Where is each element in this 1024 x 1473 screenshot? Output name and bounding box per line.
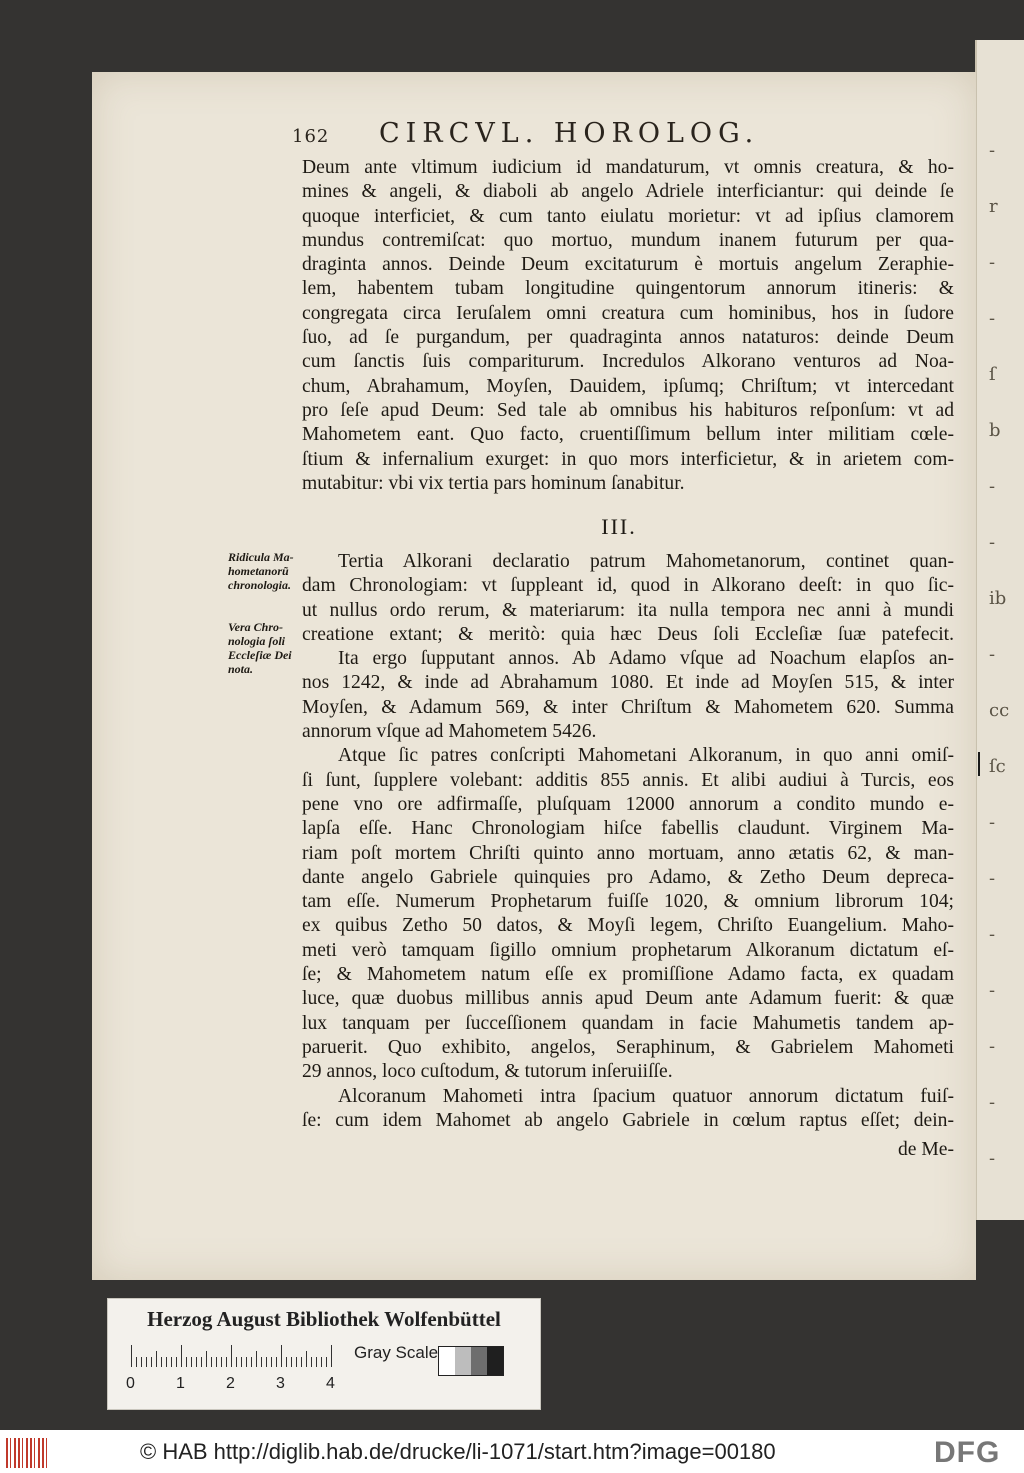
next-page-fragment: - bbox=[989, 252, 996, 273]
text-line: riam poſt mortem Chriſti quinto anno mortuam, anno ætatis 62, & man- bbox=[302, 842, 954, 864]
marginal-note-line: chronologia. bbox=[228, 578, 292, 592]
text-line: Tertia Alkorani declaratio patrum Mahometanorum, continet quan- bbox=[338, 551, 954, 572]
catchword: de Me- bbox=[897, 1139, 954, 1160]
footer-bar bbox=[0, 1430, 1024, 1473]
ruler-tick bbox=[311, 1357, 312, 1367]
dfg-logo: DFG bbox=[934, 1436, 1001, 1469]
ruler-tick bbox=[231, 1345, 232, 1367]
text-line: lem, habentem tubam longitudine quingentorum annorum itineris: & bbox=[302, 278, 954, 300]
library-name: Herzog August Bibliothek Wolfenbüttel bbox=[147, 1307, 501, 1331]
gray-swatch bbox=[487, 1347, 503, 1375]
ruler-tick bbox=[276, 1357, 277, 1367]
next-page-edge bbox=[975, 40, 1024, 1220]
next-page-fragment: - bbox=[989, 1148, 996, 1169]
text-line: meti verò tamquam ſigillo omnium prophetarum Alkoranum dictatum eſ- bbox=[302, 939, 954, 961]
ruler-tick bbox=[206, 1351, 207, 1367]
ruler-tick bbox=[216, 1357, 217, 1367]
ruler-tick bbox=[176, 1357, 177, 1367]
section-number: III. bbox=[601, 514, 637, 539]
text-line: Alcoranum Mahometi intra ſpacium quatuor annorum dictatum fuiſ- bbox=[338, 1085, 954, 1107]
ruler-tick bbox=[226, 1357, 227, 1367]
text-line: Mahometem eant. Quo facto, cruentiſſimum bellum inter militiam cœle- bbox=[302, 424, 954, 446]
text-line: pro ſeſe apud Deum: Sed tale ab omnibus his habituros reſponſum: vt ad bbox=[302, 399, 954, 421]
running-head-title: CIRCVL. HOROLOG. bbox=[378, 118, 760, 149]
body-text-bottom bbox=[302, 550, 954, 1133]
next-page-fragment: - bbox=[989, 476, 996, 497]
text-line: dam Chronologiam: vt ſuppleant id, quod in Alkorano deeſt: in quo ſic- bbox=[302, 575, 954, 597]
text-line: luce, quæ duobus millibus annis apud Deum ante Adamum fuerit: & quæ bbox=[302, 988, 954, 1010]
ruler-tick bbox=[186, 1357, 187, 1367]
marginal-note-line: nota. bbox=[228, 662, 254, 676]
ruler-tick bbox=[181, 1345, 182, 1367]
text-line: Moyſen, & Adamum 569, & inter Chriſtum & Mahometem 620. Summa bbox=[302, 696, 954, 718]
ruler-tick bbox=[316, 1357, 317, 1367]
text-line: ut nullus ordo rerum, & materiarum: ita nulla tempora nec anni à mundi bbox=[302, 599, 954, 621]
next-page-fragment: - bbox=[989, 812, 996, 833]
book-page bbox=[92, 72, 976, 1280]
text-line: creatione extant; & meritò: quia hæc Deus ſoli Eccleſiæ ſuæ patefecit. bbox=[302, 623, 954, 645]
ruler-number: 0 bbox=[126, 1375, 135, 1392]
catchword-row bbox=[302, 1138, 954, 1162]
text-line: 29 annos, loco cuſtodum, & tutorum inſeruiiſſe. bbox=[302, 1061, 673, 1083]
gray-swatch bbox=[439, 1347, 455, 1375]
next-page-fragment: - bbox=[989, 1036, 996, 1057]
ruler-tick bbox=[251, 1357, 252, 1367]
ruler-tick bbox=[221, 1357, 222, 1367]
ruler-tick bbox=[136, 1357, 137, 1367]
ruler-numbers bbox=[126, 1375, 456, 1395]
text-line: mundus contremiſcat: quo mortuo, mundum inanem futurum per qua- bbox=[302, 229, 954, 251]
color-reference-card bbox=[107, 1298, 541, 1410]
gray-scale-swatch bbox=[438, 1346, 504, 1376]
ruler-tick bbox=[171, 1357, 172, 1367]
ruler-tick bbox=[306, 1351, 307, 1367]
text-line: quoque interficiet, & cum tanto eiulatu morietur: vt ad ipſius clamorem bbox=[302, 205, 954, 227]
ruler-tick bbox=[196, 1357, 197, 1367]
ruler-tick bbox=[271, 1357, 272, 1367]
ruler-tick bbox=[131, 1345, 132, 1367]
text-line: nos 1242, & inde ad Abrahamum 1080. Et inde ad Moyſen 515, & inter bbox=[302, 672, 954, 694]
next-page-fragment: cc bbox=[989, 700, 1010, 721]
next-page-fragment: - bbox=[989, 1092, 996, 1113]
text-line: congregata circa Ieruſalem omni creatura cum hominibus, hos in ſudore bbox=[302, 302, 954, 324]
ruler-tick bbox=[256, 1351, 257, 1367]
text-line: dante angelo Gabriele quinquies pro Adamo, & Zetho Deum depreca- bbox=[302, 866, 954, 888]
ruler-number: 2 bbox=[226, 1375, 235, 1392]
ruler-tick bbox=[161, 1357, 162, 1367]
ruler-tick bbox=[166, 1357, 167, 1367]
ruler-tick bbox=[321, 1357, 322, 1367]
text-line: chum, Abrahamum, Moyſen, Dauidem, ipſumq; Chriſtum; vt intercedant bbox=[302, 375, 954, 397]
barcode-icon bbox=[6, 1438, 48, 1468]
text-line: ſi ſunt, ſupplere volebant: additis 855 annis. Et alibi audiui à Turcis, eos bbox=[302, 769, 954, 791]
ruler-tick bbox=[211, 1357, 212, 1367]
next-page-fragment: ſc bbox=[989, 756, 1006, 777]
next-page-fragment: - bbox=[989, 924, 996, 945]
next-page-fragment: b bbox=[989, 420, 1001, 441]
next-page-fragment: ſ bbox=[989, 364, 996, 385]
text-line: ſtium & infernalium exurget: in quo mors interficietur, & in arietem com- bbox=[302, 448, 954, 470]
ruler-number: 3 bbox=[276, 1375, 285, 1392]
marginal-note-line: Vera Chro- bbox=[228, 620, 284, 634]
next-page-fragment: - bbox=[989, 140, 996, 161]
ruler-number: 4 bbox=[326, 1375, 335, 1392]
text-line: pene vno ore adfirmaſſe, pluſquam 12000 annorum a condito mundo e- bbox=[302, 793, 954, 815]
next-page-fragment: - bbox=[989, 308, 996, 329]
ruler-tick bbox=[191, 1357, 192, 1367]
next-page-fragment: - bbox=[989, 868, 996, 889]
running-head bbox=[292, 118, 852, 149]
next-page-fragment: - bbox=[989, 644, 996, 665]
ruler-tick bbox=[141, 1357, 142, 1367]
next-page-fragment: r bbox=[989, 196, 998, 217]
ruler-tick bbox=[266, 1357, 267, 1367]
text-line: annorum vſque ad Mahometem 5426. bbox=[302, 721, 597, 743]
ruler-tick bbox=[281, 1345, 282, 1367]
ruler-tick bbox=[151, 1357, 152, 1367]
text-line: draginta annos. Deinde Deum excitaturum è mortuis angelum Zeraphie- bbox=[302, 254, 954, 276]
text-line: ſe; & Mahometem natum eſſe ex promiſſione Adamo facta, ex quadam bbox=[302, 964, 954, 986]
text-line: cum ſanctis ſuis compariturum. Incredulos Alkorano venturos ad Noa- bbox=[302, 351, 954, 373]
marginal-note-line: nologia ſoli bbox=[228, 634, 286, 648]
ruler-tick bbox=[246, 1357, 247, 1367]
gray-scale-label: Gray Scale bbox=[354, 1343, 439, 1362]
text-line: ſe: cum idem Mahomet ab angelo Gabriele in cœlum raptus eſſet; dein- bbox=[302, 1109, 954, 1131]
text-line: mutabitur: vbi vix tertia pars hominum ſanabitur. bbox=[302, 472, 685, 494]
gray-swatch bbox=[455, 1347, 471, 1375]
marginal-note-line: Ridicula Ma- bbox=[228, 550, 294, 564]
text-line: Ita ergo ſupputant annos. Ab Adamo vſque ad Noachum elapſos an- bbox=[338, 648, 954, 670]
body-text-top bbox=[302, 156, 954, 496]
page-number: 162 bbox=[292, 126, 330, 147]
next-page-fragment: - bbox=[989, 532, 996, 553]
text-line: tam eſſe. Numerum Prophetarum fuiſſe 1020, & omnium librorum 104; bbox=[302, 891, 954, 913]
page-edge-mark bbox=[978, 752, 980, 776]
marginal-note-line: hometanorũ bbox=[228, 564, 289, 578]
marginal-note-line: Eccleſiæ Dei bbox=[228, 648, 292, 662]
next-page-fragment: ib bbox=[989, 588, 1007, 609]
ruler-number: 1 bbox=[176, 1375, 185, 1392]
text-line: Deum ante vltimum iudicium id mandaturum, vt omnis creatura, & ho- bbox=[302, 157, 954, 178]
ruler-tick bbox=[326, 1357, 327, 1367]
text-line: mines & angeli, & diaboli ab angelo Adriele interficiantur: qui deinde ſe bbox=[302, 181, 954, 203]
ruler-tick bbox=[236, 1357, 237, 1367]
text-line: ex quibus Zetho 50 datos, & Moyſi legem, Chriſto Euangelium. Maho- bbox=[302, 915, 954, 937]
text-line: Atque ſic patres conſcripti Mahometani Alkoranum, in quo anni omiſ- bbox=[338, 745, 954, 767]
gray-swatch bbox=[471, 1347, 487, 1375]
footer-credit: © HAB http://diglib.hab.de/drucke/li-1071/start.htm?image=00180 bbox=[140, 1439, 776, 1464]
ruler-tick bbox=[301, 1357, 302, 1367]
text-line: paruerit. Quo exhibito, angelos, Seraphinum, & Gabrielem Mahometi bbox=[302, 1036, 954, 1058]
ruler-tick bbox=[286, 1357, 287, 1367]
text-line: ſuo, ad ſe purgandum, per quadraginta annos nataturos: deinde Deum bbox=[302, 327, 954, 349]
ruler-tick bbox=[291, 1357, 292, 1367]
text-line: lapſa eſſe. Hanc Chronologiam hiſce fabellis claudunt. Virginem Ma- bbox=[302, 818, 954, 840]
ruler-tick bbox=[296, 1357, 297, 1367]
ruler-tick bbox=[261, 1357, 262, 1367]
next-page-fragment: - bbox=[989, 980, 996, 1001]
ruler-tick bbox=[146, 1357, 147, 1367]
text-line: lux tanquam per ſucceſſionem quandam in facie Mahumetis tandem ap- bbox=[302, 1012, 954, 1034]
ruler-tick bbox=[241, 1357, 242, 1367]
ruler-tick bbox=[201, 1357, 202, 1367]
ruler-tick bbox=[156, 1351, 157, 1367]
ruler-tick bbox=[331, 1345, 332, 1367]
